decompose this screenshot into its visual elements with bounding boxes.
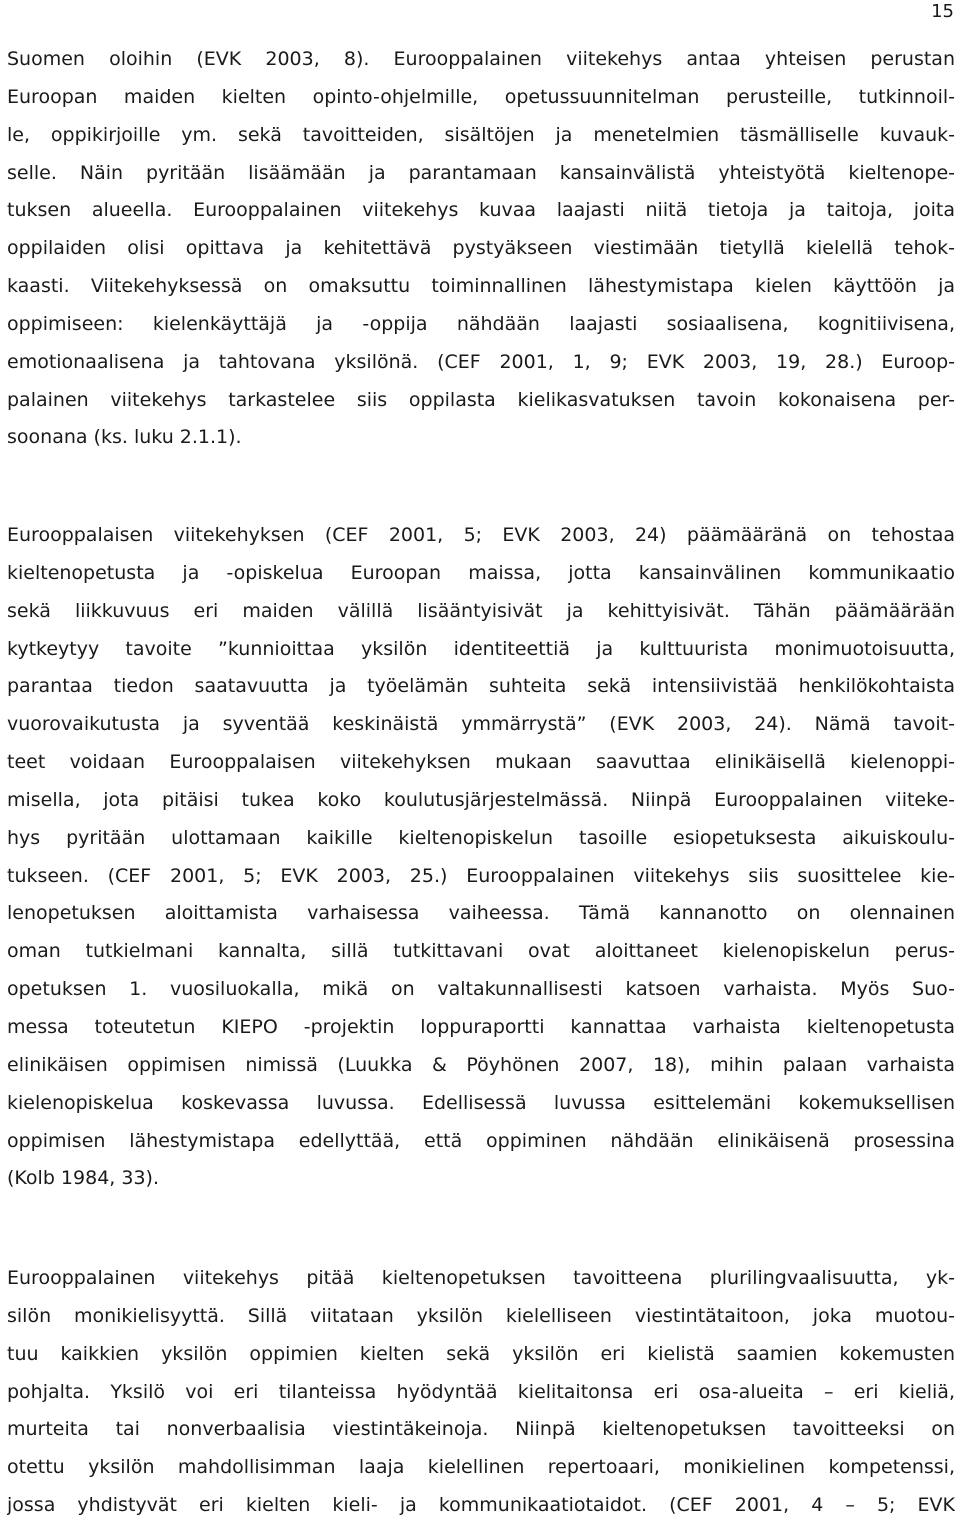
text-line: Eurooppalainen viitekehys pitää kieltenopetuksen tavoitteena plurilingvaalisuutta, yk- <box>7 1267 955 1289</box>
text-line: murteita tai nonverbaalisia viestintäkeinoja. Niinpä kieltenopetuksen tavoitteeksi on <box>7 1418 955 1441</box>
text-line: selle. Näin pyritään lisäämään ja parantamaan kansainvälistä yhteistyötä kieltenope- <box>7 161 955 184</box>
text-line: sekä liikkuvuus eri maiden välillä lisääntyisivät ja kehittyisivät. Tähän päämäärään <box>7 599 955 622</box>
text-line: kytkeytyy tavoite ”kunnioittaa yksilön identiteettiä ja kulttuurista monimuotoisuutta, <box>7 637 955 660</box>
text-line: messa toteutetun KIEPO -projektin loppuraportti kannattaa varhaista kieltenopetusta <box>7 1015 955 1038</box>
text-line: tukseen. (CEF 2001, 5; EVK 2003, 25.) Eurooppalainen viitekehys siis suosittelee kie- <box>7 864 955 887</box>
text-line: elinikäisen oppimisen nimissä (Luukka & Pöyhönen 2007, 18), mihin palaan varhaista <box>7 1053 955 1076</box>
text-line: (Kolb 1984, 33). <box>7 1167 159 1190</box>
text-line: Euroopan maiden kielten opinto-ohjelmille, opetussuunnitelman perusteille, tutkinnoil- <box>7 85 955 108</box>
page-number: 15 <box>931 1 954 22</box>
text-line: oppimiseen: kielenkäyttäjä ja -oppija nähdään laajasti sosiaalisena, kognitiivisena, <box>7 312 955 335</box>
text-line: soonana (ks. luku 2.1.1). <box>7 426 242 449</box>
text-line: lenopetuksen aloittamista varhaisessa vaiheessa. Tämä kannanotto on olennainen <box>7 902 955 925</box>
text-line: parantaa tiedon saatavuutta ja työelämän suhteita sekä intensiivistää henkilökohtaista <box>7 675 955 698</box>
text-line: palainen viitekehys tarkastelee siis oppilasta kielikasvatuksen tavoin kokonaisena per- <box>7 388 955 411</box>
paragraph-1 <box>7 41 955 457</box>
text-line: Suomen oloihin (EVK 2003, 8). Eurooppalainen viitekehys antaa yhteisen perustan <box>7 48 955 70</box>
text-line: pohjalta. Yksilö voi eri tilanteissa hyödyntää kielitaitonsa eri osa-alueita – eri kieliä, <box>7 1380 955 1403</box>
text-line: kielenopiskelua koskevassa luvussa. Edellisessä luvussa esittelemäni kokemuksellisen <box>7 1091 955 1114</box>
text-line: teet voidaan Eurooppalaisen viitekehyksen mukaan saavuttaa elinikäisellä kielenoppi- <box>7 751 955 774</box>
text-line: emotionaalisena ja tahtovana yksilönä. (CEF 2001, 1, 9; EVK 2003, 19, 28.) Euroop- <box>7 350 955 373</box>
text-line: oppimisen lähestymistapa edellyttää, että oppiminen nähdään elinikäisenä prosessina <box>7 1129 955 1152</box>
text-line: tuksen alueella. Eurooppalainen viitekehys kuvaa laajasti niitä tietoja ja taitoja, joita <box>7 199 955 222</box>
text-line: jossa yhdistyvät eri kielten kieli- ja kommunikaatiotaidot. (CEF 2001, 4 – 5; EVK <box>7 1494 955 1517</box>
text-line: kaasti. Viitekehyksessä on omaksuttu toiminnallinen lähestymistapa kielen käyttöön ja <box>7 275 955 298</box>
text-line: otettu yksilön mahdollisimman laaja kielellinen repertoaari, monikielinen kompetenssi, <box>7 1456 955 1479</box>
paragraph-2 <box>7 517 955 1198</box>
text-line: hys pyritään ulottamaan kaikille kieltenopiskelun tasoille esiopetuksesta aikuiskoulu- <box>7 826 955 849</box>
text-line: vuorovaikutusta ja syventää keskinäistä ymmärrystä” (EVK 2003, 24). Nämä tavoit- <box>7 713 955 736</box>
text-line: kieltenopetusta ja -opiskelua Euroopan maissa, jotta kansainvälinen kommunikaatio <box>7 561 955 584</box>
text-line: tuu kaikkien yksilön oppimien kielten sekä yksilön eri kielistä saamien kokemusten <box>7 1342 955 1365</box>
text-line: silön monikielisyyttä. Sillä viitataan yksilön kielelliseen viestintätaitoon, joka muotou- <box>7 1304 955 1327</box>
text-line: oppilaiden olisi opittava ja kehitettävä pystyäkseen viestimään tietyllä kielellä tehok- <box>7 237 955 260</box>
text-line: oman tutkielmani kannalta, sillä tutkittavani ovat aloittaneet kielenopiskelun perus- <box>7 940 955 963</box>
text-line: le, oppikirjoille ym. sekä tavoitteiden, sisältöjen ja menetelmien täsmälliselle kuvauk- <box>7 123 955 146</box>
paragraph-3 <box>7 1260 955 1525</box>
text-line: misella, jota pitäisi tukea koko koulutusjärjestelmässä. Niinpä Eurooppalainen viiteke- <box>7 788 955 811</box>
text-line: Eurooppalaisen viitekehyksen (CEF 2001, 5; EVK 2003, 24) päämääränä on tehostaa <box>7 524 955 546</box>
text-line: opetuksen 1. vuosiluokalla, mikä on valtakunnallisesti katsoen varhaista. Myös Suo- <box>7 978 955 1001</box>
